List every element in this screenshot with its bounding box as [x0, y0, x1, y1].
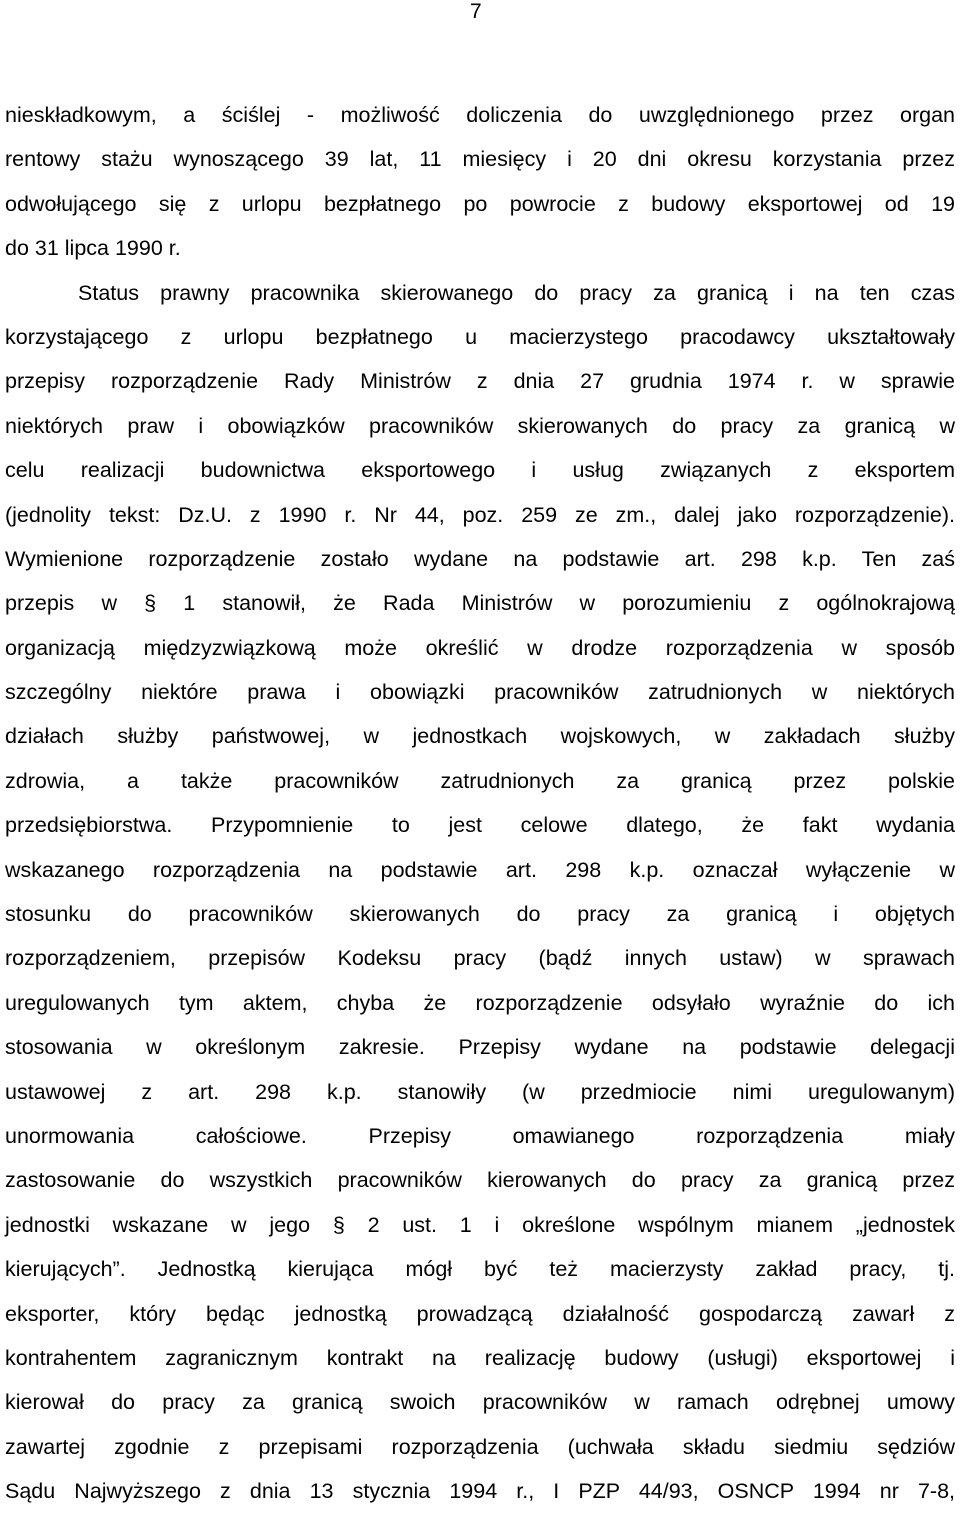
text-line: przepisy rozporządzenie Rady Ministrów z dnia 27 grudnia 1974 r. w sprawie — [5, 369, 955, 394]
text-line: wskazanego rozporządzenia na podstawie art. 298 k.p. oznaczał wyłączenie w — [5, 857, 955, 882]
text-line: ustawowej z art. 298 k.p. stanowiły (w przedmiocie nimi uregulowanym) — [5, 1079, 955, 1104]
text-line: nieskładkowym, a ściślej - możliwość doliczenia do uwzględnionego przez organ — [5, 103, 955, 127]
text-line: kontrahentem zagranicznym kontrakt na realizację budowy (usługi) eksportowej i — [5, 1345, 955, 1370]
text-line: do 31 lipca 1990 r. — [5, 236, 181, 261]
text-line: szczególny niektóre prawa i obowiązki pracowników zatrudnionych w niektórych — [5, 680, 955, 705]
text-line: korzystającego z urlopu bezpłatnego u macierzystego pracodawcy ukształtowały — [5, 324, 955, 349]
text-line: eksporter, który będąc jednostką prowadzącą działalność gospodarczą zawarł z — [5, 1301, 955, 1326]
text-line: zastosowanie do wszystkich pracowników kierowanych do pracy za granicą przez — [5, 1168, 955, 1193]
text-line: rentowy stażu wynoszącego 39 lat, 11 miesięcy i 20 dni okresu korzystania przez — [5, 147, 955, 172]
text-line: (jednolity tekst: Dz.U. z 1990 r. Nr 44, poz. 259 ze zm., dalej jako rozporządzenie). — [5, 502, 955, 527]
text-line: zdrowia, a także pracowników zatrudnionych za granicą przez polskie — [5, 768, 955, 793]
text-line: Sądu Najwyższego z dnia 13 stycznia 1994 r., I PZP 44/93, OSNCP 1994 nr 7-8, — [5, 1479, 955, 1504]
text-line: stosunku do pracowników skierowanych do pracy za granicą i objętych — [5, 902, 955, 927]
text-line: rozporządzeniem, przepisów Kodeksu pracy (bądź innych ustaw) w sprawach — [5, 946, 955, 971]
document-body — [5, 99, 955, 1520]
text-line: zawartej zgodnie z przepisami rozporządzenia (uchwała składu siedmiu sędziów — [5, 1434, 955, 1459]
text-line: unormowania całościowe. Przepisy omawianego rozporządzenia miały — [5, 1123, 955, 1148]
text-line: stosowania w określonym zakresie. Przepisy wydane na podstawie delegacji — [5, 1035, 955, 1060]
text-line: odwołującego się z urlopu bezpłatnego po powrocie z budowy eksportowej od 19 — [5, 191, 955, 216]
text-line: niektórych praw i obowiązków pracowników skierowanych do pracy za granicą w — [5, 413, 955, 438]
text-line: uregulowanych tym aktem, chyba że rozporządzenie odsyłało wyraźnie do ich — [5, 990, 955, 1015]
text-line: kierował do pracy za granicą swoich pracowników w ramach odrębnej umowy — [5, 1390, 955, 1415]
text-line: Status prawny pracownika skierowanego do pracy za granicą i na ten czas — [78, 280, 955, 305]
text-line: celu realizacji budownictwa eksportowego i usług związanych z eksportem — [5, 458, 955, 483]
page-number: 7 — [470, 0, 482, 23]
text-line: organizacją międzyzwiązkową może określić w drodze rozporządzenia w sposób — [5, 635, 955, 660]
text-line: jednostki wskazane w jego § 2 ust. 1 i określone wspólnym mianem „jednostek — [5, 1212, 955, 1237]
text-line: przepis w § 1 stanowił, że Rada Ministrów w porozumieniu z ogólnokrajową — [5, 591, 955, 616]
text-line: przedsiębiorstwa. Przypomnienie to jest celowe dlatego, że fakt wydania — [5, 813, 955, 838]
text-line: działach służby państwowej, w jednostkach wojskowych, w zakładach służby — [5, 724, 955, 749]
text-line: kierujących”. Jednostką kierująca mógł być też macierzysty zakład pracy, tj. — [5, 1257, 955, 1282]
text-line: Wymienione rozporządzenie zostało wydane na podstawie art. 298 k.p. Ten zaś — [5, 546, 955, 571]
